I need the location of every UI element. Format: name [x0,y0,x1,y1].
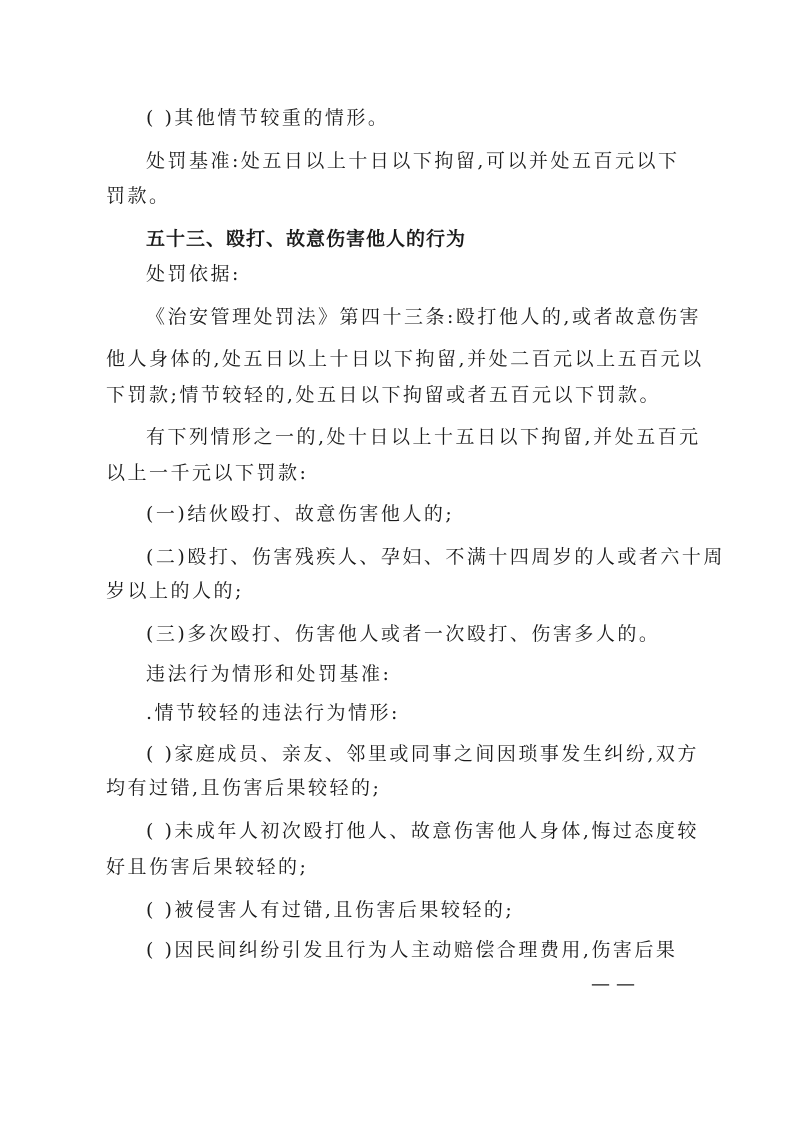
text-line-3: 罚款。 [106,185,171,207]
text-line-15: 违法行为情形和处罚基准: [146,663,392,685]
text-line-16: .情节较轻的违法行为情形: [146,702,400,724]
text-line-18: 均有过错,且伤害后果较轻的; [106,777,382,799]
text-line-2: 处罚基准:处五日以上十日以下拘留,可以并处五百元以下 [146,150,680,172]
text-line-1: ( )其他情节较重的情形。 [146,107,390,129]
text-line-22: ( )因民间纠纷引发且行为人主动赔偿合理费用,伤害后果 [146,939,678,961]
text-line-5: 处罚依据: [146,263,241,285]
page-number-footer: — — [591,973,636,995]
text-line-19: ( )未成年人初次殴打他人、故意伤害他人身体,悔过态度较 [146,820,699,842]
text-line-20: 好且伤害后果较轻的; [106,856,309,878]
text-line-7: 他人身体的,处五日以上十日以下拘留,并处二百元以上五百元以 [106,348,704,370]
text-line-9: 有下列情形之一的,处十日以上十五日以下拘留,并处五百元 [146,426,701,448]
text-line-13: 岁以上的人的; [106,580,244,602]
text-line-10: 以上一千元以下罚款: [106,462,309,484]
text-line-12: (二)殴打、伤害残疾人、孕妇、不满十四周岁的人或者六十周 [146,546,725,568]
text-line-11: (一)结伙殴打、故意伤害他人的; [146,503,455,525]
text-line-8: 下罚款;情节较轻的,处五日以下拘留或者五百元以下罚款。 [106,384,661,406]
text-line-21: ( )被侵害人有过错,且伤害后果较轻的; [146,899,515,921]
text-line-17: ( )家庭成员、亲友、邻里或同事之间因琐事发生纠纷,双方 [146,743,699,765]
text-line-14: (三)多次殴打、伤害他人或者一次殴打、伤害多人的。 [146,623,661,645]
text-line-6: 《治安管理处罚法》第四十三条:殴打他人的,或者故意伤害 [146,306,701,328]
section-heading: 五十三、殴打、故意伤害他人的行为 [146,228,467,250]
